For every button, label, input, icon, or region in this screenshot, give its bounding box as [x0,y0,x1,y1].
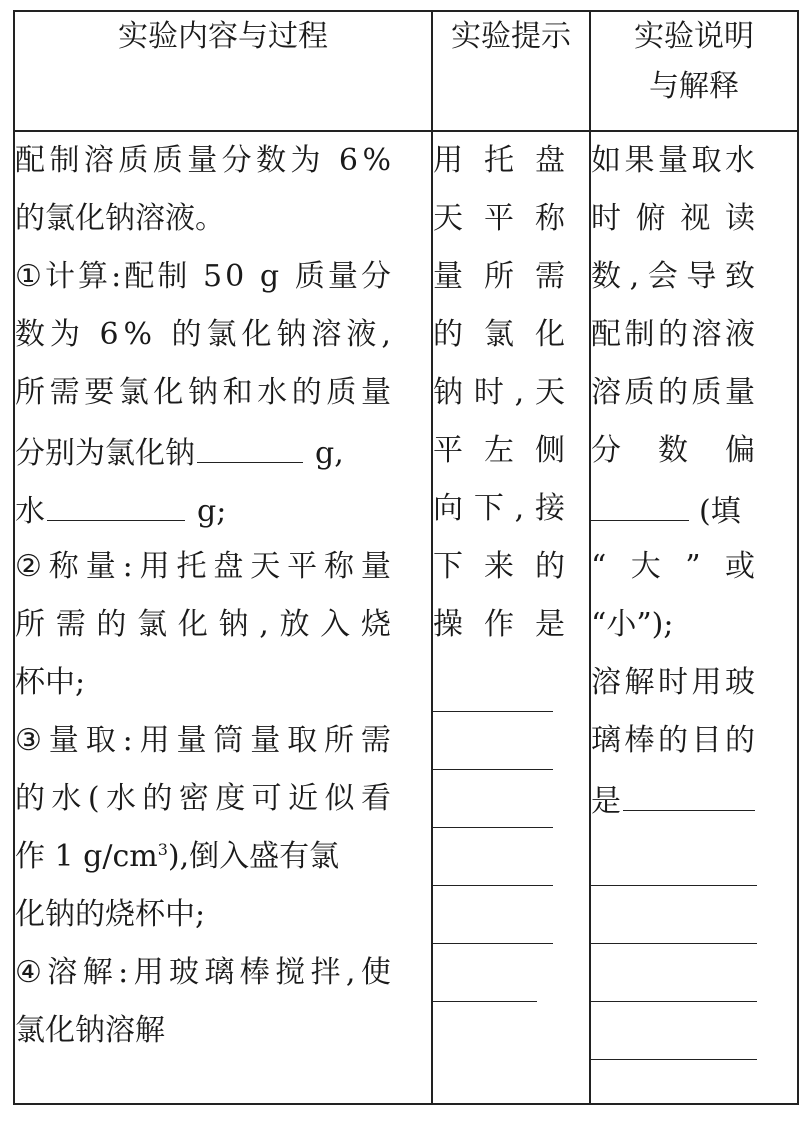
text-line: 下 来 的 [433,549,565,584]
body-row [14,131,798,1104]
header-content-process: 实验内容与过程 [14,11,432,131]
header-row [14,11,798,131]
purpose-answer-blank[interactable] [623,770,755,811]
text-line: 分别为氯化钠 g, [15,422,391,480]
text-line: 杯中; [15,665,86,700]
text-line: 钠 时 , 天 [433,375,565,410]
text-line: 水 g; [15,480,391,538]
operation-answer-blank[interactable] [433,944,537,1002]
text-line: 如 果 量 取 水 [591,143,755,178]
operation-answer-blank[interactable] [433,654,553,712]
operation-answer-blank[interactable] [433,770,553,828]
text-line: ④ 溶 解 : 用 玻 璃 棒 搅 拌 , 使 [15,955,391,990]
text-line: 是 [591,770,755,828]
purpose-answer-blank[interactable] [591,828,757,886]
text-line: 量 所 需 [433,259,565,294]
text-line: 配 制 的 溶 液 [591,317,755,352]
text-line: 的氯化钠溶液。 [15,201,225,236]
hints-cell [432,131,590,1104]
text-line: 用 托 盘 [433,143,565,178]
operation-answer-blank[interactable] [433,712,553,770]
text-line: 所 需 的 氯 化 钠 , 放 入 烧 [15,607,391,642]
text-line: 天 平 称 [433,201,565,236]
text-line: 所 需 要 氯 化 钠 和 水 的 质 量 [15,375,391,410]
text-line: 的 氯 化 [433,317,565,352]
text-line: 分 数 偏 [591,433,755,468]
content-process-cell [14,131,432,1104]
text-line: ① 计 算 : 配 制 5 0 g 质 量 分 [15,259,391,294]
purpose-answer-blank[interactable] [591,886,757,944]
text-line: 作 1 $g/cm^3$),倒入盛有氯 [15,839,340,874]
salt-mass-blank[interactable] [197,422,303,463]
header-explanation: 实验说明 与解释 [590,11,798,131]
text-line: 数 为 6 % 的 氯 化 钠 溶 液 , [15,317,391,352]
text-line: ② 称 量 : 用 托 盘 天 平 称 量 [15,549,391,584]
text-line: “ 大 ” 或 [591,549,755,584]
text-line: 数 , 会 导 致 [591,259,755,294]
explanation-cell [590,131,798,1104]
text-line: 溶 质 的 质 量 [591,375,755,410]
text-line: “小”); [591,607,674,642]
header-hints: 实验提示 [432,11,590,131]
bias-answer-blank[interactable] [591,480,689,521]
text-line: 溶 解 时 用 玻 [591,665,755,700]
operation-answer-blank[interactable] [433,828,553,886]
purpose-answer-blank[interactable] [591,1002,757,1060]
text-line: 配 制 溶 质 质 量 分 数 为 6 % [15,143,391,178]
text-line: 时 俯 视 读 [591,201,755,236]
purpose-answer-blank[interactable] [591,944,757,1002]
text-line: ③ 量 取 : 用 量 筒 量 取 所 需 [15,723,391,758]
operation-answer-blank[interactable] [433,886,553,944]
text-line: 氯化钠溶解 [15,1013,165,1048]
water-mass-blank[interactable] [47,480,185,521]
experiment-table [13,10,799,1105]
text-line: 璃 棒 的 目 的 [591,723,755,758]
text-line: 化钠的烧杯中; [15,897,206,932]
text-line: 向 下 , 接 [433,491,565,526]
text-line: 的 水 ( 水 的 密 度 可 近 似 看 [15,781,391,816]
text-line: 操 作 是 [433,607,565,642]
text-line: 平 左 侧 [433,433,565,468]
text-line: (填 [591,480,755,538]
